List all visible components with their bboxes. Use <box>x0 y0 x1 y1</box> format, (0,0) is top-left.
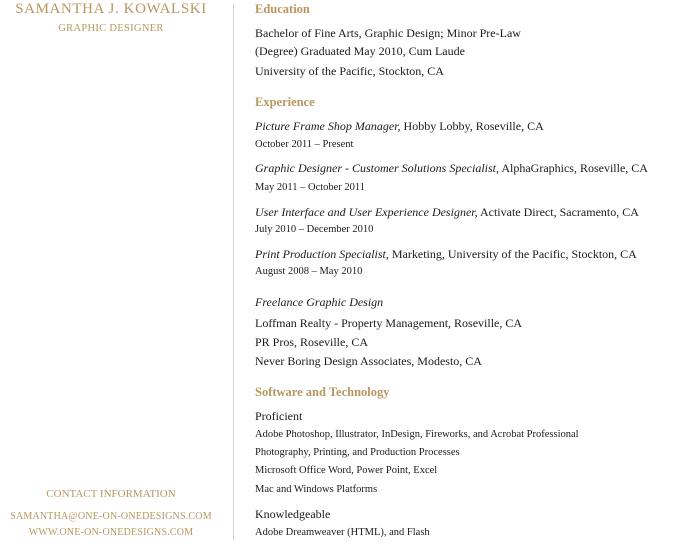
freelance-client: Never Boring Design Associates, Modesto, CA <box>255 354 482 368</box>
proficient-item: Microsoft Office Word, Power Point, Excel <box>255 465 438 476</box>
software-heading: Software and Technology <box>255 385 390 399</box>
job-role: Picture Frame Shop Manager, <box>255 119 401 133</box>
email-address[interactable]: SAMANTHA@ONE-ON-ONEDESIGNS.COM <box>10 511 212 522</box>
education-graduation: (Degree) Graduated May 2010, Cum Laude <box>255 44 465 58</box>
job-entry <box>255 161 648 176</box>
job-title: GRAPHIC DESIGNER <box>58 23 164 34</box>
freelance-client: PR Pros, Roseville, CA <box>255 335 369 349</box>
knowledgeable-label: Knowledgeable <box>255 507 331 521</box>
job-entry <box>255 247 637 262</box>
job-dates: May 2011 – October 2011 <box>255 182 366 193</box>
education-degree: Bachelor of Fine Arts, Graphic Design; Minor Pre-Law <box>255 26 521 40</box>
contact-heading: CONTACT INFORMATION <box>46 488 176 500</box>
job-role: Print Production Specialist, <box>255 247 389 261</box>
job-dates: August 2008 – May 2010 <box>255 266 363 277</box>
vertical-divider <box>233 4 234 540</box>
resume-content <box>255 0 674 544</box>
experience-heading: Experience <box>255 95 315 109</box>
job-dates: October 2011 – Present <box>255 139 354 150</box>
job-role: User Interface and User Experience Designer, <box>255 205 478 219</box>
candidate-name: SAMANTHA J. KOWALSKI <box>15 1 207 17</box>
job-entry <box>255 119 544 134</box>
proficient-item: Adobe Photoshop, Illustrator, InDesign, Fireworks, and Acrobat Professional <box>255 429 579 440</box>
freelance-client: Loffman Realty - Property Management, Roseville, CA <box>255 316 523 330</box>
education-heading: Education <box>255 2 310 16</box>
job-role: Graphic Designer - Customer Solutions Specialist, <box>255 161 499 175</box>
job-employer: AlphaGraphics, Roseville, CA <box>501 161 648 175</box>
freelance-heading: Freelance Graphic Design <box>255 295 384 309</box>
proficient-item: Mac and Windows Platforms <box>255 484 378 495</box>
job-employer: Hobby Lobby, Roseville, CA <box>403 119 544 133</box>
job-entry <box>255 205 639 220</box>
sidebar <box>0 0 222 544</box>
website-link[interactable]: WWW.ONE-ON-ONEDESIGNS.COM <box>28 527 194 538</box>
proficient-label: Proficient <box>255 409 303 423</box>
job-employer: Marketing, University of the Pacific, Stockton, CA <box>391 247 637 261</box>
job-dates: July 2010 – December 2010 <box>255 224 374 235</box>
job-employer: Activate Direct, Sacramento, CA <box>479 205 639 219</box>
education-school: University of the Pacific, Stockton, CA <box>255 64 444 78</box>
knowledgeable-item: Adobe Dreamweaver (HTML), and Flash <box>255 527 430 538</box>
proficient-item: Photography, Printing, and Production Processes <box>255 447 460 458</box>
